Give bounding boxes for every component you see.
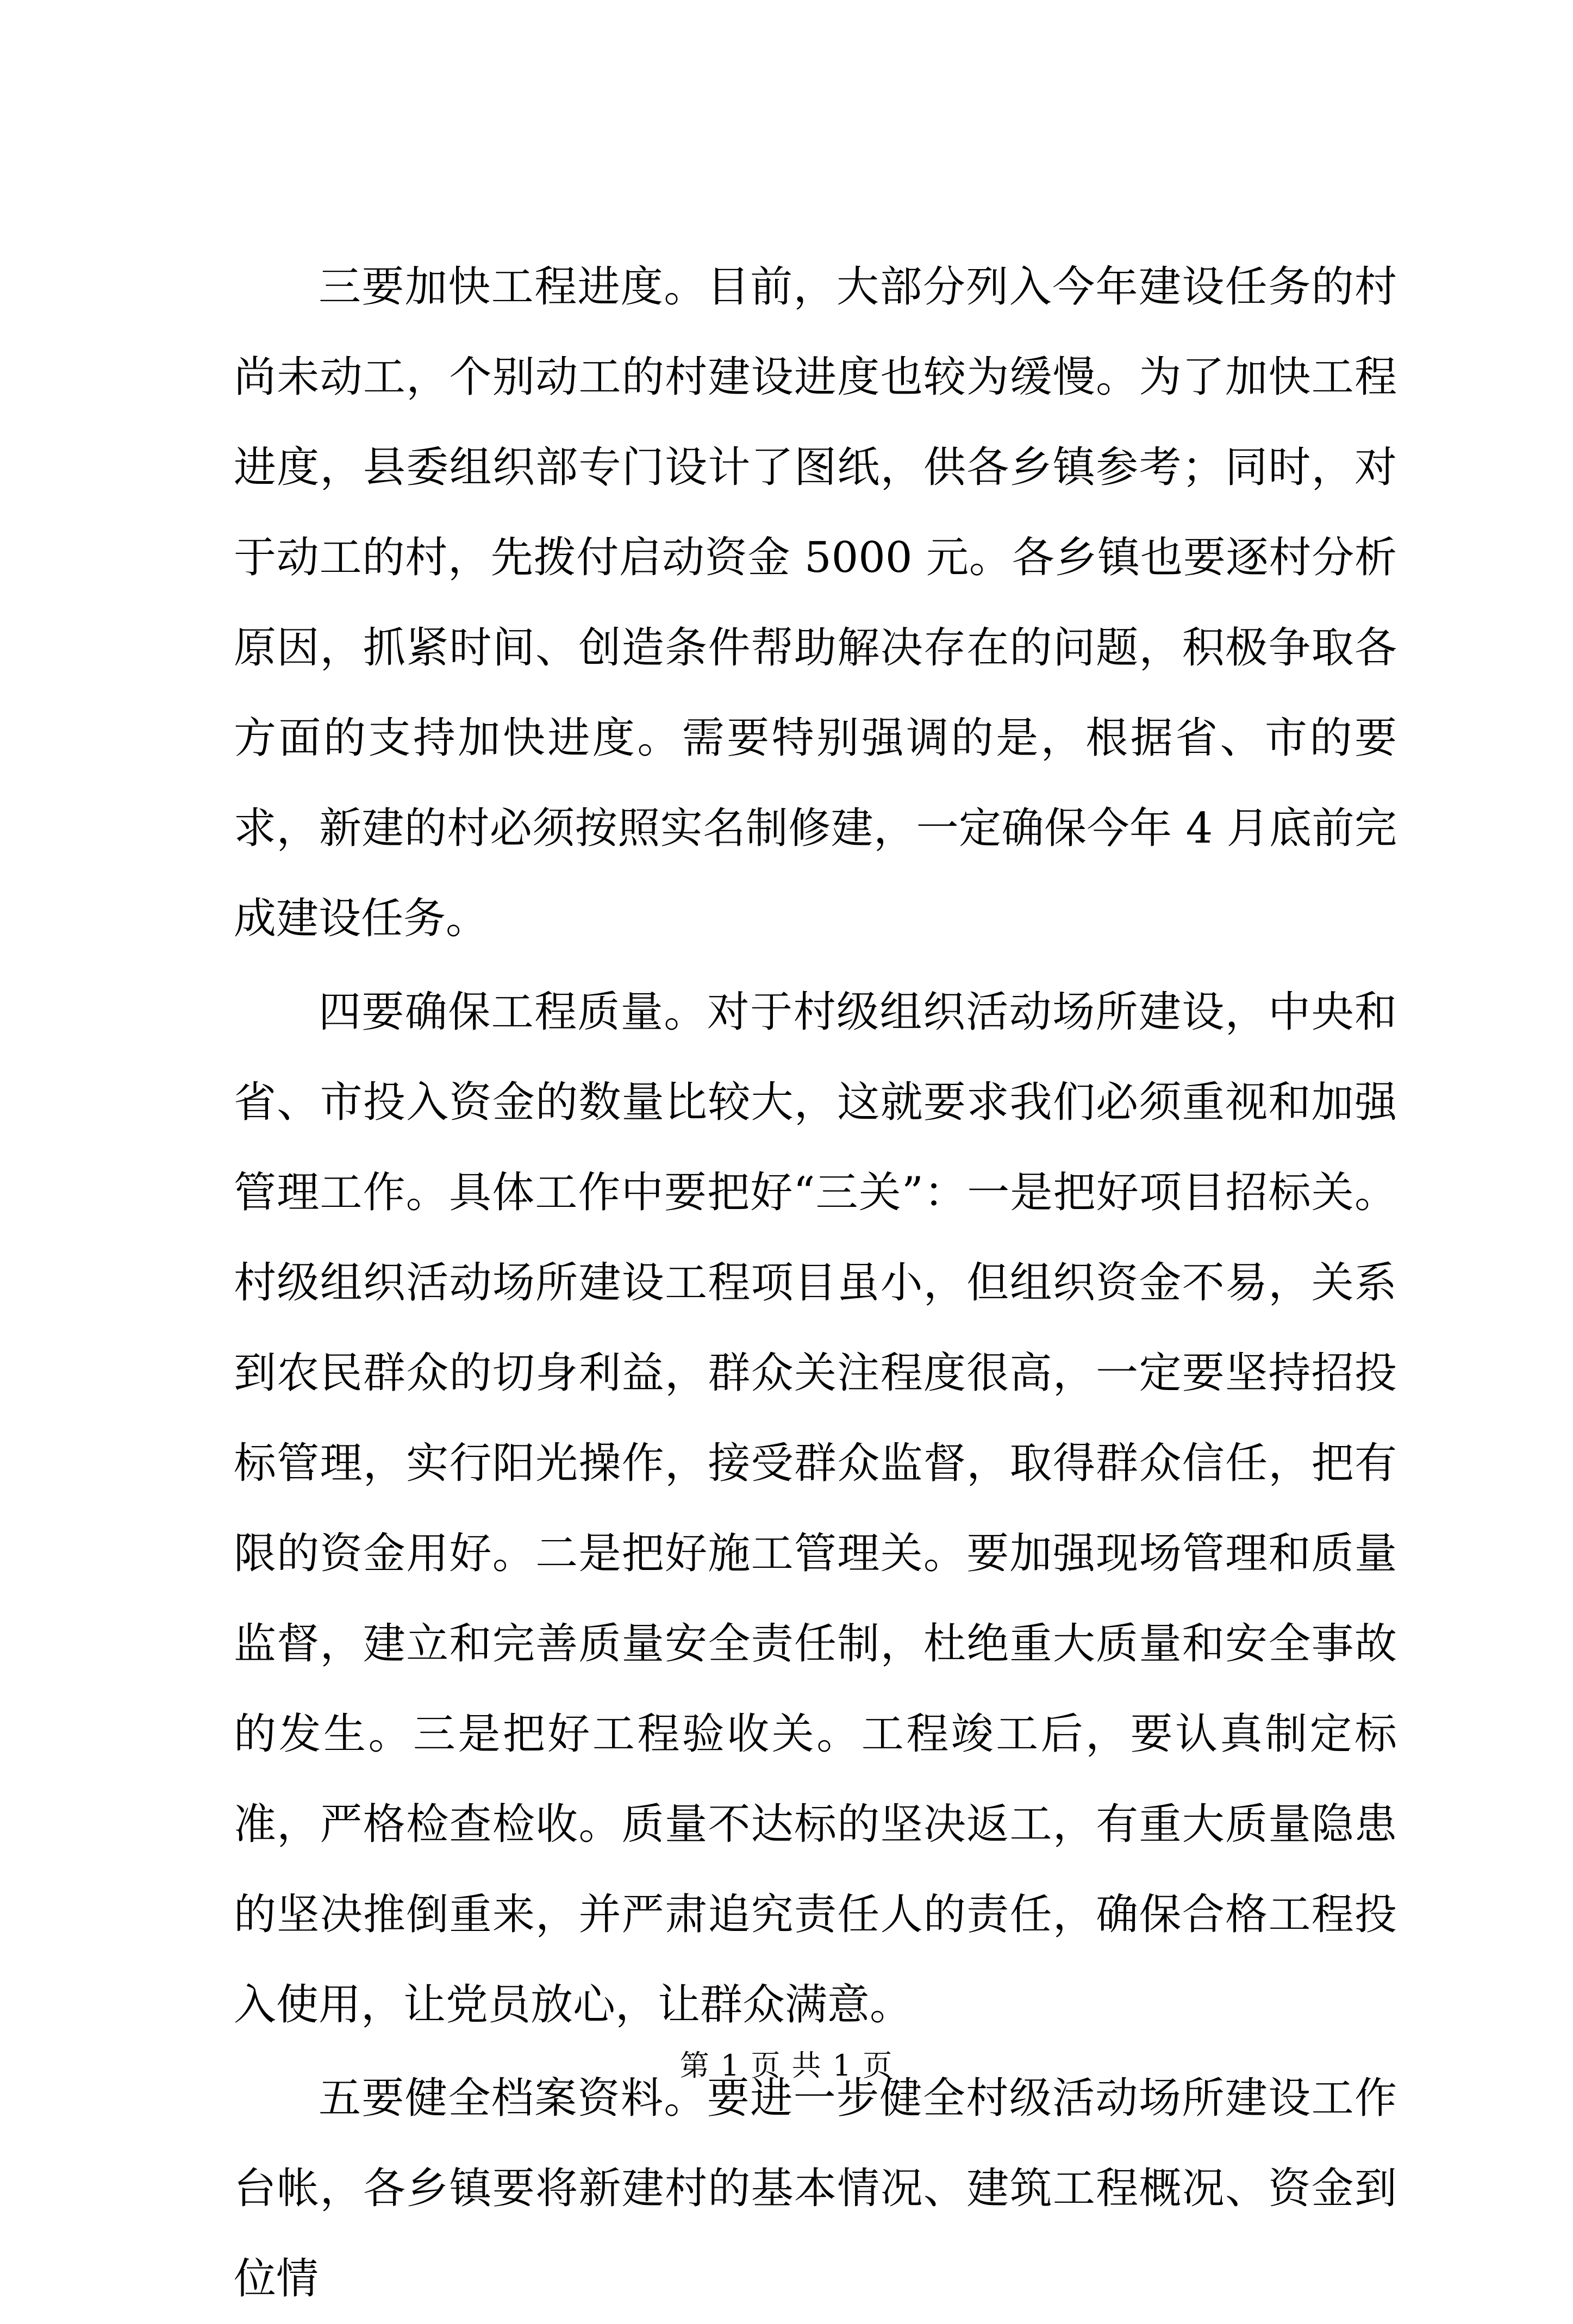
page-number-footer: 第 1 页 共 1 页 <box>679 2048 894 2083</box>
paragraph-speed-up-progress: 三要加快工程进度。目前，大部分列入今年建设任务的村尚未动工，个别动工的村建设进度也较为缓慢。为了加快工程进度，县委组织部专门设计了图纸，供各乡镇参考；同时，对于动工的村，先拨付启动资金 5000 元。各乡镇也要逐村分析原因，抓紧时间、创造条件帮助解决存在的问题，积极争取各方面的支持加快进度。需要特别强调的是，根据省、市的要求，新建的村必须按照实名制修建，一定确保今年 4 月底前完成建设任务。 <box>234 263 1397 943</box>
document-body <box>234 242 1397 2324</box>
paragraph-archive-records: 五要健全档案资料。要进一步健全村级活动场所建设工作台帐，各乡镇要将新建村的基本情况、建筑工程概况、资金到位情 <box>234 2074 1397 2303</box>
paragraph-ensure-quality: 四要确保工程质量。对于村级组织活动场所建设，中央和省、市投入资金的数量比较大，这就要求我们必须重视和加强管理工作。具体工作中要把好“三关”：一是把好项目招标关。村级组织活动场所建设工程项目虽小，但组织资金不易，关系到农民群众的切身利益，群众关注程度很高，一定要坚持招投标管理，实行阳光操作，接受群众监督，取得群众信任，把有限的资金用好。二是把好施工管理关。要加强现场管理和质量监督，建立和完善质量安全责任制，杜绝重大质量和安全事故的发生。三是把好工程验收关。工程竣工后，要认真制定标准，严格检查检收。质量不达标的坚决返工，有重大质量隐患的坚决推倒重来，并严肃追究责任人的责任，确保合格工程投入使用，让党员放心，让群众满意。 <box>234 988 1397 2029</box>
